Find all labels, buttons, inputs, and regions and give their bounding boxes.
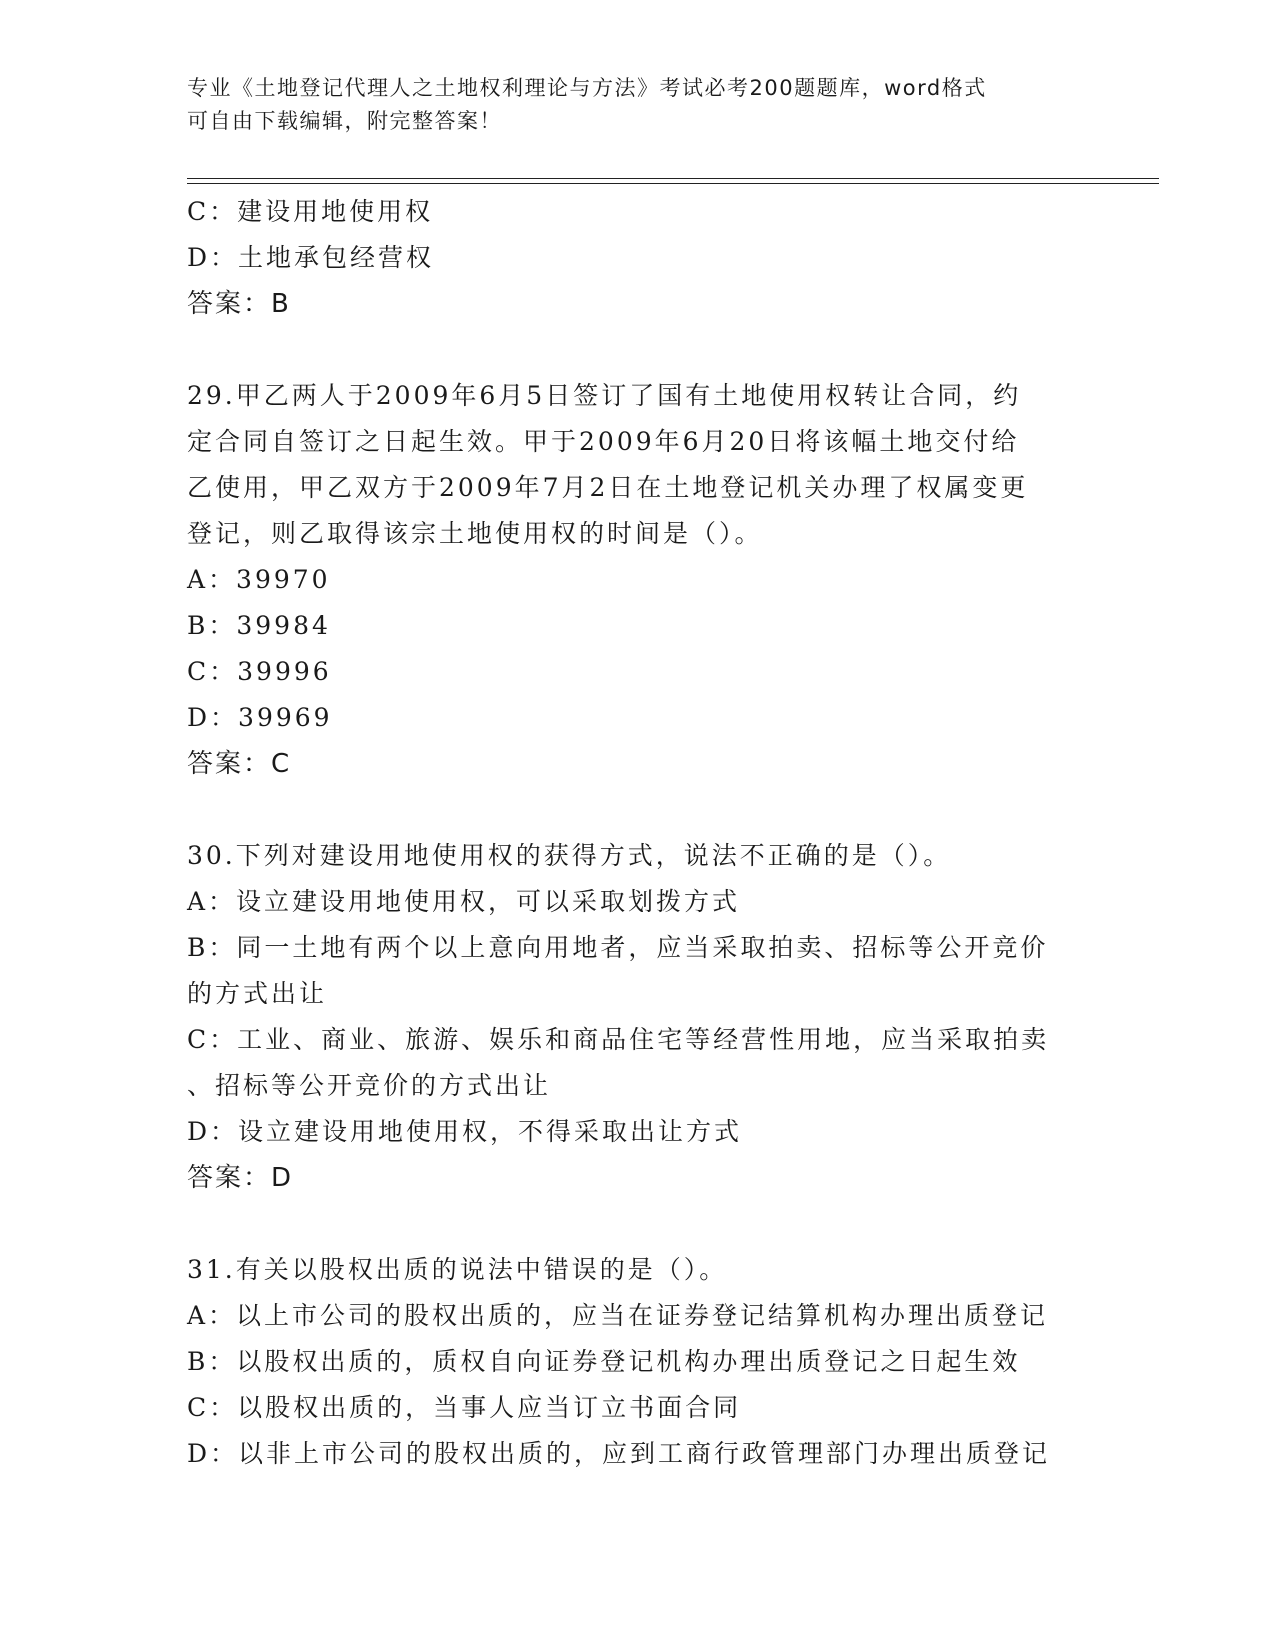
question-28-option-c: C：建设用地使用权	[187, 197, 434, 226]
question-30-option-a: A：设立建设用地使用权，可以采取划拨方式	[187, 887, 741, 916]
question-30-stem: 30.下列对建设用地使用权的获得方式，说法不正确的是（）。	[187, 841, 952, 870]
question-30-option-d: D：设立建设用地使用权，不得采取出让方式	[187, 1117, 743, 1146]
question-31-option-c: C：以股权出质的，当事人应当订立书面合同	[187, 1393, 742, 1422]
question-list	[187, 189, 1087, 1477]
question-30-option-c-line: 、招标等公开竞价的方式出让	[187, 1071, 552, 1100]
header-title-line-1: 专业《土地登记代理人之土地权利理论与方法》考试必考200题题库，word格式	[187, 76, 987, 100]
document-header	[187, 72, 1087, 138]
question-spacer	[187, 327, 1087, 373]
header-title-line-2: 可自由下载编辑，附完整答案！	[187, 109, 502, 133]
question-spacer	[187, 1201, 1087, 1247]
question-29-option-b: B：39984	[187, 611, 331, 640]
question-31-option-a: A：以上市公司的股权出质的，应当在证券登记结算机构办理出质登记	[187, 1301, 1049, 1330]
question-spacer	[187, 787, 1087, 833]
question-29-answer: 答案：C	[187, 749, 292, 779]
question-29-stem-line: 乙使用，甲乙双方于2009年7月2日在土地登记机关办理了权属变更	[187, 473, 1029, 502]
header-divider-bottom	[187, 183, 1159, 184]
question-28-answer: 答案：B	[187, 289, 291, 319]
question-30-answer: 答案：D	[187, 1163, 294, 1193]
question-30-option-c-line: C：工业、商业、旅游、娱乐和商品住宅等经营性用地，应当采取拍卖	[187, 1025, 1050, 1054]
question-28	[187, 189, 1087, 327]
question-30	[187, 833, 1087, 1201]
question-31-stem: 31.有关以股权出质的说法中错误的是（）。	[187, 1255, 728, 1284]
question-29-option-a: A：39970	[187, 565, 331, 594]
question-29-option-d: D：39969	[187, 703, 333, 732]
question-29-option-c: C：39996	[187, 657, 332, 686]
question-29-stem-line: 29.甲乙两人于2009年6月5日签订了国有土地使用权转让合同，约	[187, 381, 1022, 410]
question-28-option-d: D：土地承包经营权	[187, 243, 435, 272]
question-30-option-b-line: 的方式出让	[187, 979, 328, 1008]
header-divider-top	[187, 178, 1159, 179]
question-31	[187, 1247, 1087, 1477]
question-31-option-d: D：以非上市公司的股权出质的，应到工商行政管理部门办理出质登记	[187, 1439, 1051, 1468]
question-31-option-b: B：以股权出质的，质权自向证券登记机构办理出质登记之日起生效	[187, 1347, 1021, 1376]
question-29-stem-line: 登记，则乙取得该宗土地使用权的时间是（）。	[187, 519, 763, 548]
question-29-stem-line: 定合同自签订之日起生效。甲于2009年6月20日将该幅土地交付给	[187, 427, 1020, 456]
question-29	[187, 373, 1087, 787]
question-30-option-b-line: B：同一土地有两个以上意向用地者，应当采取拍卖、招标等公开竞价	[187, 933, 1049, 962]
